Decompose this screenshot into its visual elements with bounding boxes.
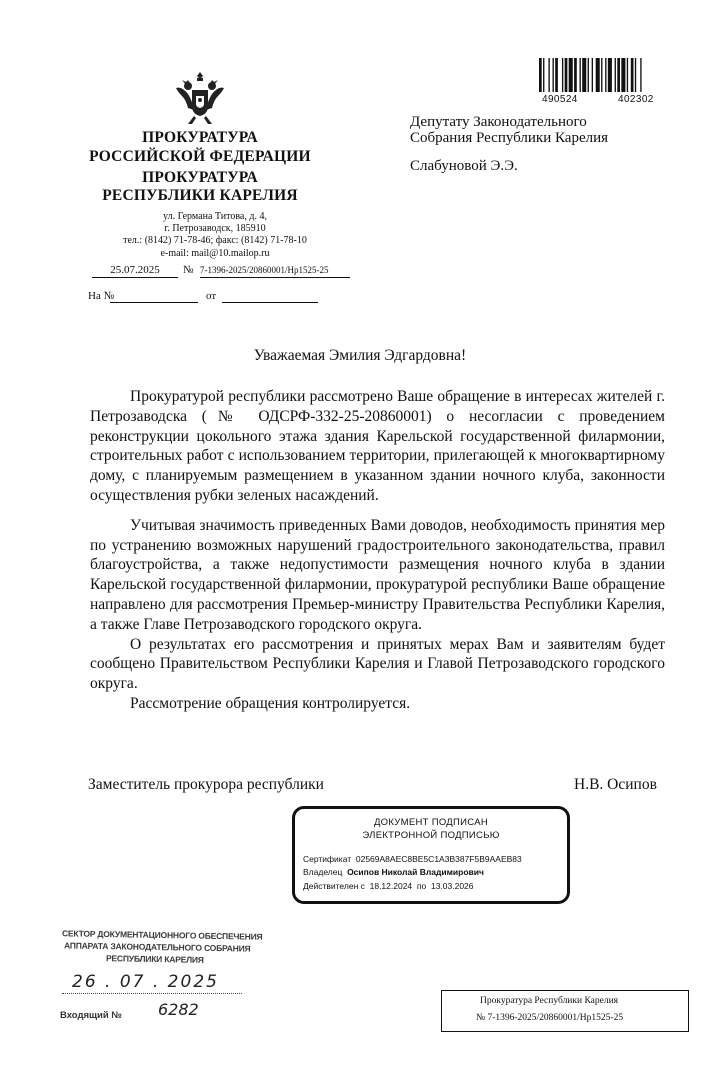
- reference-date-label: от: [206, 290, 217, 302]
- signatory-title: Заместитель прокурора республики: [88, 776, 324, 793]
- esign-title-2: ЭЛЕКТРОННОЙ ПОДПИСЬЮ: [362, 830, 500, 841]
- barcode: [537, 58, 685, 96]
- incoming-number-label: Входящий №: [60, 1010, 122, 1021]
- handwritten-date: 26 . 07 . 2025: [72, 972, 219, 992]
- barcode-bar: [569, 58, 573, 92]
- outgoing-date: 25.07.2025: [92, 264, 178, 278]
- barcode-bar: [601, 58, 602, 92]
- paragraph: Рассмотрение обращения контролируется.: [130, 694, 411, 712]
- esign-owner: Владелец Осипов Николай Владимирович: [303, 867, 484, 877]
- barcode-bar: [580, 58, 581, 92]
- barcode-bar: [565, 58, 568, 92]
- org-line-4: РЕСПУБЛИКИ КАРЕЛИЯ: [102, 187, 298, 204]
- reference-date-line: [222, 302, 318, 303]
- addressee-line-2: Собрания Республики Карелия: [410, 130, 609, 146]
- electronic-signature-stamp: [292, 806, 570, 904]
- org-line-1: ПРОКУРАТУРА: [142, 129, 258, 146]
- barcode-bar: [627, 58, 628, 92]
- reference-number-line: [110, 302, 198, 303]
- barcode-bar: [621, 58, 625, 92]
- address-phone: тел.: (8142) 71-78-46; факс: (8142) 71-78-10: [123, 235, 307, 246]
- barcode-bar: [553, 58, 554, 92]
- outgoing-number: 7-1396-2025/20860001/Нр1525-25: [200, 265, 350, 278]
- barcode-bar: [640, 58, 641, 92]
- addressee-line-1: Депутату Законодательного: [410, 114, 587, 130]
- incoming-stamp-line-1: СЕКТОР ДОКУМЕНТАЦИОННОГО ОБЕСПЕЧЕНИЯ: [61, 928, 263, 942]
- registration-number: № 7-1396-2025/20860001/Нр1525-25: [476, 1013, 624, 1023]
- registration-org: Прокуратура Республики Карелия: [480, 996, 619, 1006]
- signatory-name: Н.В. Осипов: [574, 776, 657, 793]
- esign-title-1: ДОКУМЕНТ ПОДПИСАН: [373, 817, 489, 828]
- barcode-bar: [615, 58, 616, 92]
- barcode-bar: [562, 58, 563, 92]
- handwritten-date-line: [62, 993, 242, 994]
- reference-number-label: На №: [88, 290, 115, 302]
- esign-certificate: Сертификат 02569A8AEC8BE5C1A3B387F5B9AAEB83: [303, 854, 522, 864]
- paragraph: Учитывая значимость приведенных Вами доводов, необходимость принятия мер по устранению возможных нарушений градостроительного законодательства, правил благоустройства, а также недопустимости размещения ночного клуба в здании Карельской государственной филармонии, прокуратурой республики Ваше обращение направлено для рассмотрения Премьер-министру Правительства Республики Карелия, а также Главе Петрозаводского городского округа.: [90, 516, 665, 633]
- handwritten-incoming-number: 6282: [158, 1000, 199, 1019]
- esign-validity: Действителен с 18.12.2024 по 13.03.2026: [303, 881, 474, 891]
- letter-body: [90, 387, 665, 714]
- paragraph: Прокуратурой республики рассмотрено Ваше обращение в интересах жителей г. Петрозаводска (№ ОДСРФ-332-25-20860001) о несогласии с проведением реконструкции цокольного этажа здания Карельской государственной филармонии, строительных работ с использованием территории, прилегающей к многоквартирному дому, с планируемым размещением в указанном здании ночного клуба, законности осуществления рубки зеленых насаждений.: [90, 388, 665, 504]
- barcode-bar: [605, 58, 606, 92]
- barcode-bar: [574, 58, 577, 92]
- barcode-bar: [555, 58, 558, 92]
- outgoing-number-label: №: [183, 264, 194, 276]
- barcode-bar: [548, 58, 549, 92]
- address-email: e-mail: mail@10.mailop.ru: [160, 248, 270, 259]
- barcode-bar: [596, 58, 600, 92]
- barcode-left-digits: 490524: [542, 94, 578, 105]
- salutation: Уважаемая Эмилия Эдгардовна!: [253, 347, 467, 364]
- registration-box: [441, 990, 689, 1032]
- incoming-stamp-line-2: АППАРАТА ЗАКОНОДАТЕЛЬНОГО СОБРАНИЯ: [63, 940, 251, 954]
- barcode-bar: [617, 58, 620, 92]
- barcode-bar: [592, 58, 593, 92]
- barcode-bar: [543, 58, 544, 92]
- paragraph: О результатах его рассмотрения и принятых мерах Вам и заявителям будет сообщено Правительством Республики Карелия и Главой Петрозаводского городского округа.: [90, 635, 665, 693]
- org-line-3: ПРОКУРАТУРА: [142, 169, 258, 186]
- barcode-bar: [539, 58, 542, 92]
- address-street: ул. Германа Титова, д. 4,: [163, 211, 267, 222]
- addressee-name: Слабуновой Э.Э.: [410, 158, 518, 174]
- russian-coat-of-arms-icon: [168, 66, 232, 130]
- barcode-bar: [588, 58, 589, 92]
- barcode-right-digits: 402302: [618, 94, 654, 105]
- barcode-bar: [582, 58, 586, 92]
- barcode-bar: [608, 58, 612, 92]
- address-city: г. Петрозаводск, 185910: [164, 223, 266, 234]
- incoming-stamp-line-3: РЕСПУБЛИКИ КАРЕЛИЯ: [105, 953, 204, 965]
- barcode-bar: [631, 58, 634, 92]
- org-line-2: РОССИЙСКОЙ ФЕДЕРАЦИИ: [89, 148, 311, 165]
- barcode-bar: [635, 58, 636, 92]
